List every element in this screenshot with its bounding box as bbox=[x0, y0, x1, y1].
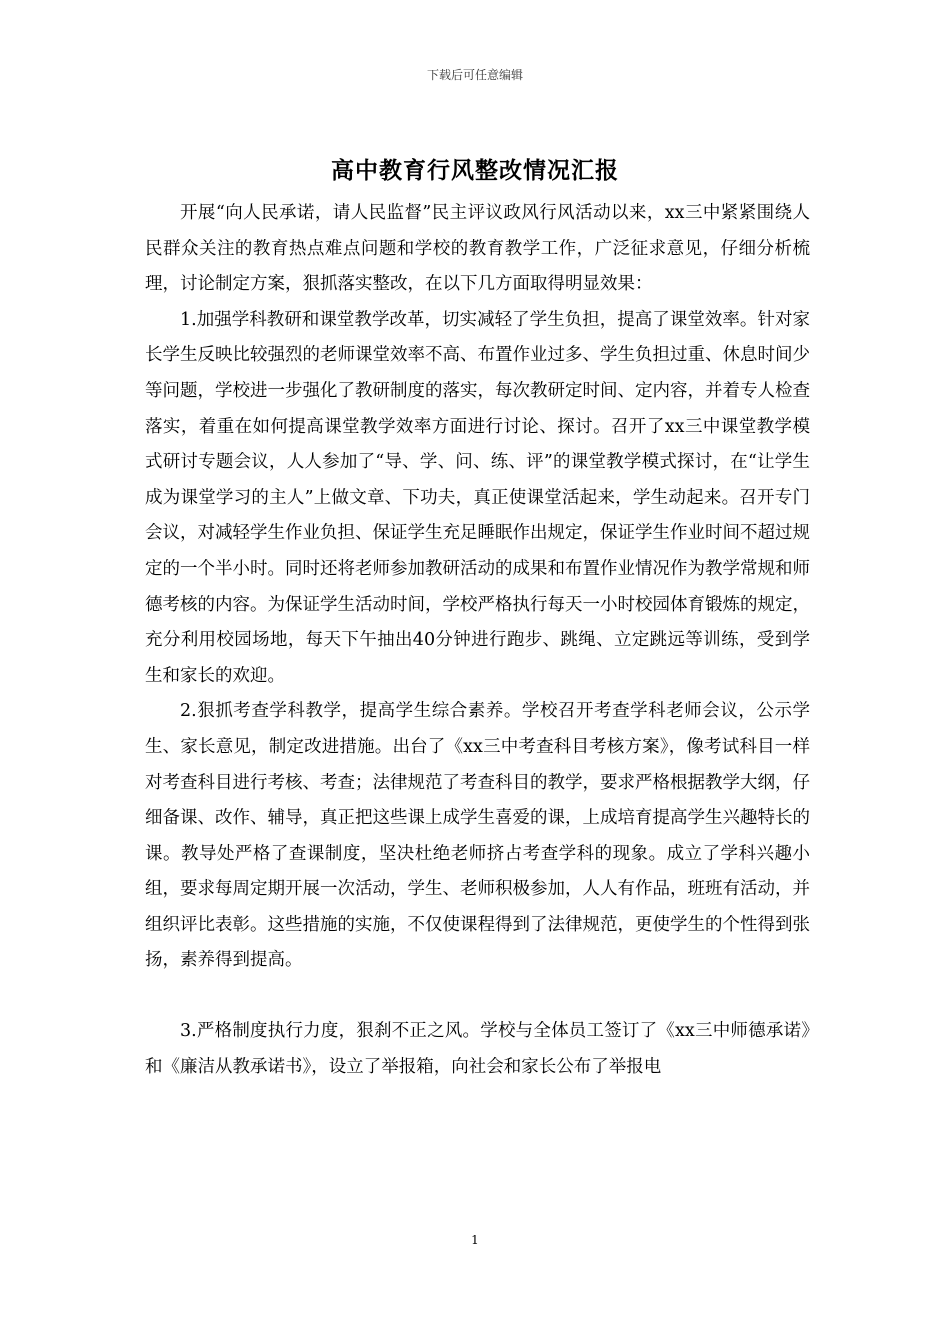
paragraph-1: 1.加强学科教研和课堂教学改革，切实减轻了学生负担，提高了课堂效率。针对家长学生反映比较强烈的老师课堂效率不高、布置作业过多、学生负担过重、休息时间少等问题，学校进一步强化了教研制度的落实，每次教研定时间、定内容，并着专人检查落实，着重在如何提高课堂教学效率方面进行讨论、探讨。召开了xx三中课堂教学模式研讨专题会议，人人参加了“导、学、问、练、评”的课堂教学模式探讨，在“让学生成为课堂学习的主人”上做文章、下功夫，真正使课堂活起来，学生动起来。召开专门会议，对减轻学生作业负担、保证学生充足睡眠作出规定，保证学生作业时间不超过规定的一个半小时。同时还将老师参加教研活动的成果和布置作业情况作为教学常规和师德考核的内容。为保证学生活动时间，学校严格执行每天一小时校园体育锻炼的规定，充分利用校园场地，每天下午抽出40分钟进行跑步、跳绳、立定跳远等训练，受到学生和家长的欢迎。 bbox=[145, 309, 810, 686]
document-title: 高中教育行风整改情况汇报 bbox=[331, 158, 619, 184]
document-body bbox=[145, 196, 810, 1085]
header-note: 下载后可任意编辑 bbox=[426, 68, 523, 82]
paragraph-2: 2.狠抓考查学科教学，提高学生综合素养。学校召开考查学科老师会议，公示学生、家长意见，制定改进措施。出台了《xx三中考查科目考核方案》，像考试科目一样对考查科目进行考核、考查；法律规范了考查科目的教学，要求严格根据教学大纲，仔细备课、改作、辅导，真正把这些课上成学生喜爱的课，上成培育提高学生兴趣特长的课。教导处严格了查课制度，坚决杜绝老师挤占考查学科的现象。成立了学科兴趣小组，要求每周定期开展一次活动，学生、老师积极参加，人人有作品，班班有活动，并组织评比表彰。这些措施的实施，不仅使课程得到了法律规范，更使学生的个性得到张扬，素养得到提高。 bbox=[145, 701, 810, 971]
page-number: 1 bbox=[471, 1233, 479, 1247]
paragraph-3: 3.严格制度执行力度，狠刹不正之风。学校与全体员工签订了《xx三中师德承诺》和《廉洁从教承诺书》，设立了举报箱，向社会和家长公布了举报电 bbox=[145, 1021, 810, 1077]
paragraph-intro: 开展“向人民承诺，请人民监督”民主评议政风行风活动以来，xx三中紧紧围绕人民群众关注的教育热点难点问题和学校的教育教学工作，广泛征求意见，仔细分析梳理，讨论制定方案，狠抓落实整改，在以下几方面取得明显效果： bbox=[145, 203, 810, 295]
